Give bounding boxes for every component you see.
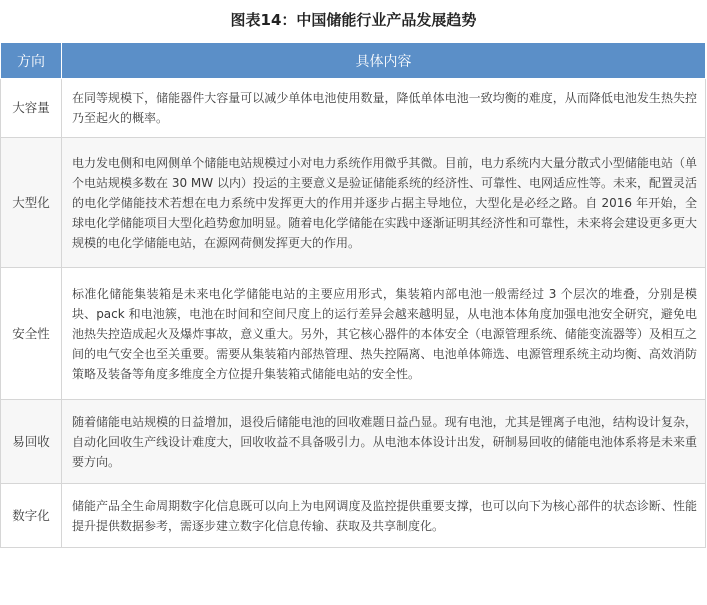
- content-cell: 电力发电侧和电网侧单个储能电站规模过小对电力系统作用微乎其微。目前，电力系统内大量分散式小型储能电站（单个电站规模多数在 30 MW 以内）投运的主要意义是验证储能系统的经济性、可靠性、电网适应性等。未来，配置灵活的电化学储能技术若想在电力系统中发挥更大的作用并逐步占据主导地位，大型化是必经之路。自 2016 年开始，全球电化学储能项目大型化趋势愈加明显。随着电化学储能在实践中逐渐证明其经济性和可靠性，未来将会建设更多更大规模的电化学储能电站，在源网荷侧发挥更大的作用。: [62, 138, 706, 268]
- content-cell: 标准化储能集装箱是未来电化学储能电站的主要应用形式，集装箱内部电池一般需经过 3 个层次的堆叠，分别是模块、pack 和电池簇，电池在时间和空间尺度上的运行差异会越来越明显，从电池本体角度加强电池安全研究，避免电池热失控造成起火及爆炸事故，意义重大。另外，其它核心器件的本体安全（电源管理系统、储能变流器等）及相互之间的电气安全也至关重要。需要从集装箱内部热管理、热失控隔离、电池单体筛选、电源管理系统主动均衡、高效消防策略及装备等角度多维度全方位提升集装箱式储能电站的安全性。: [62, 268, 706, 400]
- table-row: [1, 138, 706, 268]
- header-direction: 方向: [1, 43, 62, 79]
- content-cell: 储能产品全生命周期数字化信息既可以向上为电网调度及监控提供重要支撑，也可以向下为核心部件的状态诊断、性能提升提供数据参考，需逐步建立数字化信息传输、获取及共享制度化。: [62, 484, 706, 548]
- direction-cell: 数字化: [1, 484, 62, 548]
- table-row: [1, 79, 706, 138]
- table-row: [1, 400, 706, 484]
- direction-cell: 易回收: [1, 400, 62, 484]
- direction-cell: 大容量: [1, 79, 62, 138]
- table-row: [1, 484, 706, 548]
- content-cell: 随着储能电站规模的日益增加，退役后储能电池的回收难题日益凸显。现有电池，尤其是锂离子电池，结构设计复杂，自动化回收生产线设计难度大，回收收益不具备吸引力。从电池本体设计出发，研制易回收的储能电池体系将是未来重要方向。: [62, 400, 706, 484]
- table-row: [1, 268, 706, 400]
- header-content: 具体内容: [62, 43, 706, 79]
- direction-cell: 大型化: [1, 138, 62, 268]
- trend-table: [0, 42, 706, 548]
- content-cell: 在同等规模下，储能器件大容量可以减少单体电池使用数量，降低单体电池一致均衡的难度，从而降低电池发生热失控乃至起火的概率。: [62, 79, 706, 138]
- direction-cell: 安全性: [1, 268, 62, 400]
- table-header-row: [1, 43, 706, 79]
- chart-title: 图表14：中国储能行业产品发展趋势: [230, 11, 477, 29]
